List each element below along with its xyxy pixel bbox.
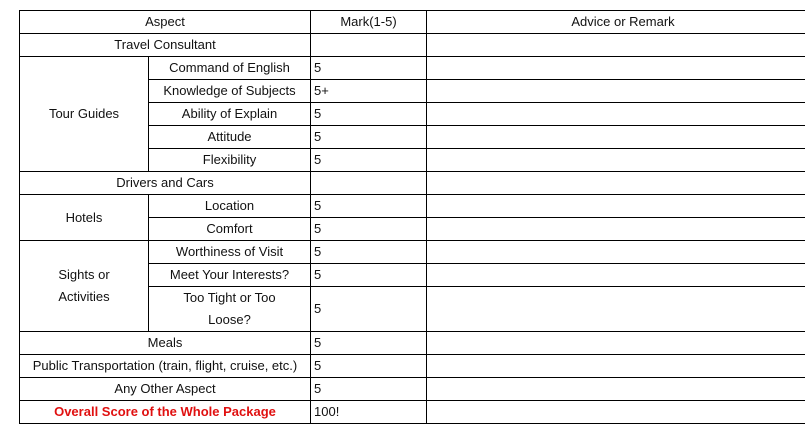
table-row [20, 172, 805, 195]
sub-aspect-label: Flexibility [149, 149, 311, 172]
remark-cell[interactable] [427, 103, 805, 126]
remark-cell[interactable] [427, 34, 805, 57]
header-advice: Advice or Remark [427, 11, 805, 34]
mark-cell[interactable] [311, 172, 427, 195]
mark-cell[interactable]: 5 [311, 287, 427, 332]
mark-cell[interactable]: 5 [311, 149, 427, 172]
mark-cell[interactable]: 5 [311, 378, 427, 401]
evaluation-table [19, 10, 805, 424]
sub-aspect-label: Knowledge of Subjects [149, 80, 311, 103]
overall-score-value[interactable]: 100! [311, 401, 427, 424]
sub-aspect-label: Ability of Explain [149, 103, 311, 126]
header-mark: Mark(1-5) [311, 11, 427, 34]
remark-cell[interactable] [427, 287, 805, 332]
table-row [20, 34, 805, 57]
header-aspect: Aspect [20, 11, 311, 34]
group-label-tour-guides: Tour Guides [20, 57, 149, 172]
mark-cell[interactable]: 5 [311, 57, 427, 80]
remark-cell[interactable] [427, 401, 805, 424]
remark-cell[interactable] [427, 149, 805, 172]
sub-aspect-label: Command of English [149, 57, 311, 80]
table-row [20, 355, 805, 378]
mark-cell[interactable]: 5+ [311, 80, 427, 103]
table-row [20, 57, 805, 80]
remark-cell[interactable] [427, 218, 805, 241]
mark-cell[interactable]: 5 [311, 103, 427, 126]
remark-cell[interactable] [427, 264, 805, 287]
remark-cell[interactable] [427, 80, 805, 103]
group-label-sights: Sights or Activities [20, 241, 149, 332]
table-row [20, 241, 805, 264]
table-row [20, 378, 805, 401]
mark-cell[interactable]: 5 [311, 126, 427, 149]
mark-cell[interactable]: 5 [311, 195, 427, 218]
sub-aspect-label: Attitude [149, 126, 311, 149]
mark-cell[interactable]: 5 [311, 264, 427, 287]
row-label-drivers-cars: Drivers and Cars [20, 172, 311, 195]
mark-cell[interactable]: 5 [311, 241, 427, 264]
overall-score-label: Overall Score of the Whole Package [20, 401, 311, 424]
mark-cell[interactable]: 5 [311, 355, 427, 378]
sub-aspect-label: Worthiness of Visit [149, 241, 311, 264]
remark-cell[interactable] [427, 172, 805, 195]
row-label-travel-consultant: Travel Consultant [20, 34, 311, 57]
row-label-public-transport: Public Transportation (train, flight, cruise, etc.) [20, 355, 311, 378]
sub-aspect-label: Location [149, 195, 311, 218]
table-row [20, 401, 805, 424]
remark-cell[interactable] [427, 57, 805, 80]
sub-aspect-label: Meet Your Interests? [149, 264, 311, 287]
remark-cell[interactable] [427, 355, 805, 378]
remark-cell[interactable] [427, 332, 805, 355]
remark-cell[interactable] [427, 195, 805, 218]
row-label-meals: Meals [20, 332, 311, 355]
header-row [20, 11, 805, 34]
group-label-hotels: Hotels [20, 195, 149, 241]
mark-cell[interactable] [311, 34, 427, 57]
sub-aspect-label: Too Tight or Too Loose? [149, 287, 311, 332]
table-row [20, 195, 805, 218]
remark-cell[interactable] [427, 241, 805, 264]
remark-cell[interactable] [427, 378, 805, 401]
mark-cell[interactable]: 5 [311, 218, 427, 241]
remark-cell[interactable] [427, 126, 805, 149]
mark-cell[interactable]: 5 [311, 332, 427, 355]
sub-aspect-label: Comfort [149, 218, 311, 241]
table-row [20, 332, 805, 355]
row-label-other: Any Other Aspect [20, 378, 311, 401]
